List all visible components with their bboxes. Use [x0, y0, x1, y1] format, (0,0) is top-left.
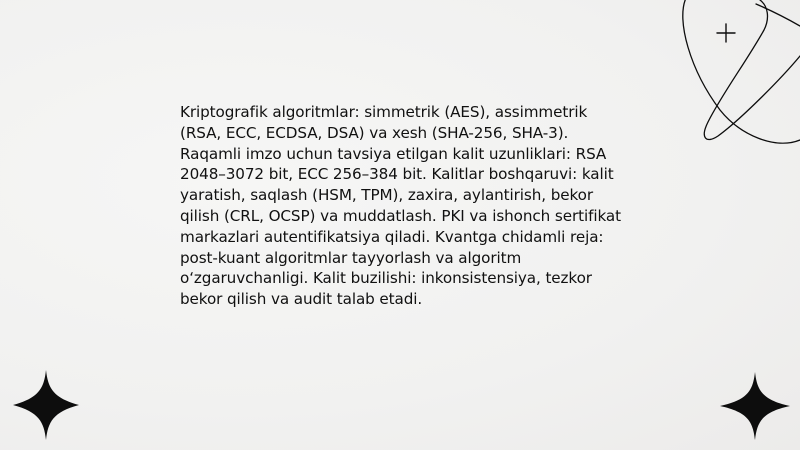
body-text: Kriptografik algoritmlar: simmetrik (AES), assimmetrik (RSA, ECC, ECDSA, DSA) va xesh (SHA-256, SHA-3). Raqamli imzo uchun tavsiya etilgan kalit uzunliklari: RSA 2048–3072 bit, ECC 256–384 bit. Kalitlar boshqaruvi: kalit yaratish, saqlash (HSM, TPM), zaxira, aylantirish, bekor qilish (CRL, OCSP) va muddatlash. PKI va ishonch sertifikat markazlari autentifikatsiya qiladi. Kvantga chidamli reja: post-kuant algoritmlar tayyorlash va algoritm o‘zgaruvchanligi. Kalit buzilishi: inkonsistensiya, tezkor bekor qilish va audit talab etadi. — [180, 103, 621, 309]
four-point-star-icon — [720, 372, 790, 440]
orbit-sparkle-icon — [660, 0, 800, 150]
four-point-star-icon — [13, 370, 79, 440]
